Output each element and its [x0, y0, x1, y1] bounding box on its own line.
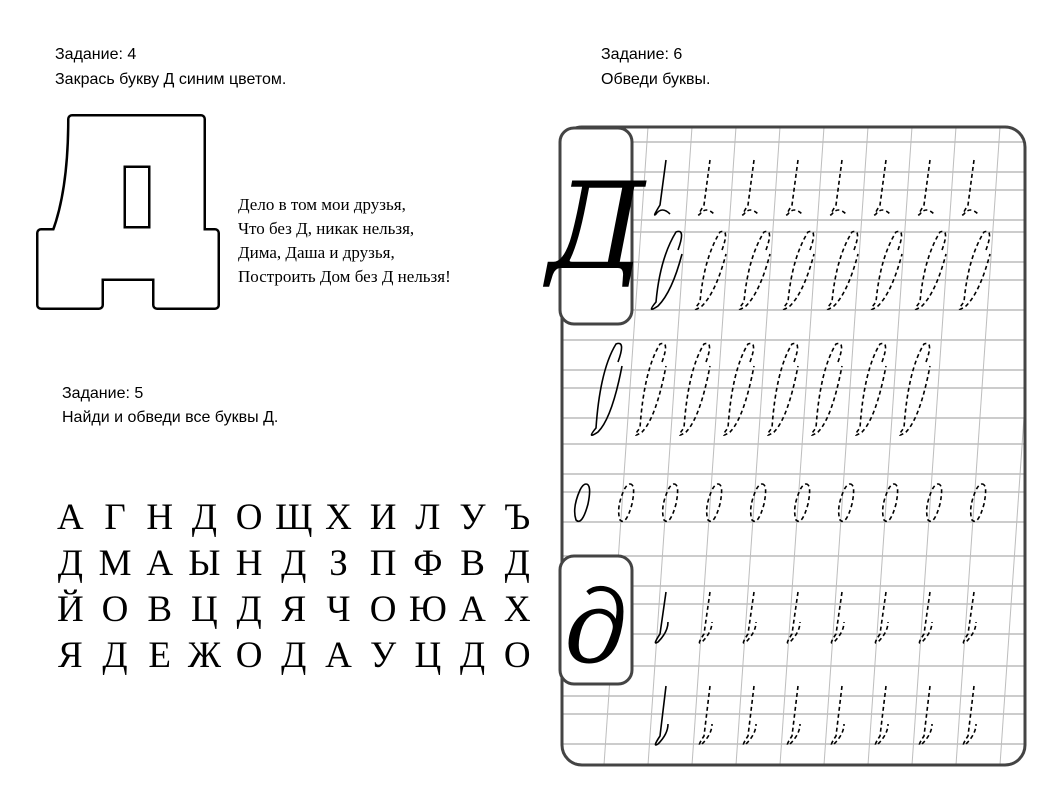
grid-letter[interactable]: А — [459, 589, 486, 630]
trace-stroke — [743, 160, 758, 215]
task6-instruction: Обведи буквы. — [601, 71, 711, 88]
grid-letter[interactable]: В — [460, 543, 485, 584]
grid-letter[interactable]: О — [235, 497, 263, 538]
trace-capital — [959, 231, 990, 309]
grid-letter[interactable]: А — [325, 635, 352, 676]
svg-text:Д: Д — [547, 158, 645, 297]
task5-instruction: Найди и обведи все буквы Д. — [62, 409, 279, 426]
grid-letter[interactable]: Е — [148, 635, 172, 676]
grid-letter[interactable]: О — [101, 589, 129, 630]
poem-line: Дима, Даша и друзья, — [238, 243, 395, 262]
trace-capital — [591, 343, 622, 435]
trace-small — [831, 686, 844, 745]
grid-letter[interactable]: Щ — [275, 497, 313, 538]
trace-capital — [767, 343, 798, 435]
grid-letter[interactable]: П — [369, 543, 397, 584]
grid-letter[interactable]: М — [98, 543, 132, 584]
trace-small — [787, 686, 800, 745]
grid-letter[interactable]: О — [369, 589, 397, 630]
grid-letter[interactable]: А — [56, 497, 84, 538]
grid-letter[interactable]: О — [503, 635, 531, 676]
trace-small — [875, 686, 888, 745]
trace-capital — [651, 231, 682, 309]
poem-line: Построить Дом без Д нельзя! — [238, 267, 451, 286]
grid-letter[interactable]: Ч — [326, 589, 351, 630]
grid-letter[interactable]: И — [369, 497, 397, 538]
grid-letter[interactable]: З — [329, 543, 348, 584]
grid-letter[interactable]: Я — [58, 635, 83, 676]
trace-small — [919, 686, 932, 745]
trace-stroke — [699, 160, 714, 215]
grid-letter[interactable]: Д — [281, 543, 307, 584]
grid-letter[interactable]: Ф — [413, 543, 443, 584]
trace-capital — [899, 343, 930, 435]
grid-letter[interactable]: Д — [191, 497, 218, 538]
trace-capital — [811, 343, 842, 435]
grid-letter[interactable]: Ж — [187, 635, 221, 676]
grid-letter[interactable]: Я — [281, 589, 307, 630]
poem-line: Что без Д, никак нельзя, — [238, 219, 415, 238]
grid-letter[interactable]: Л — [415, 497, 441, 538]
task5-title: Задание: 5 — [62, 385, 144, 402]
grid-letter[interactable]: У — [370, 635, 397, 676]
grid-letter[interactable]: Ы — [188, 543, 221, 584]
trace-capital — [739, 231, 770, 309]
grid-letter[interactable]: Ю — [408, 589, 447, 630]
trace-stroke — [655, 160, 670, 215]
trace-small — [743, 686, 756, 745]
sample-card-small — [560, 556, 632, 686]
grid-letter[interactable]: Н — [146, 497, 174, 538]
trace-capital — [679, 343, 710, 435]
trace-stroke — [963, 160, 978, 215]
grid-letter[interactable]: Й — [56, 589, 84, 630]
grid-letter[interactable]: Ц — [191, 589, 218, 630]
trace-capital — [871, 231, 902, 309]
grid-letter[interactable]: Х — [325, 497, 352, 538]
trace-small — [699, 686, 712, 745]
grid-letter[interactable]: Г — [104, 497, 126, 538]
poem-line: Дело в том мои друзья, — [238, 195, 406, 214]
grid-letter[interactable]: Н — [235, 543, 263, 584]
trace-oval — [575, 484, 590, 521]
grid-letter[interactable]: У — [459, 497, 486, 538]
trace-stroke — [831, 160, 846, 215]
grid-letter[interactable]: Д — [281, 635, 307, 676]
grid-letter[interactable]: Д — [236, 589, 262, 630]
grid-letter[interactable]: Д — [459, 635, 486, 676]
trace-stroke — [875, 160, 890, 215]
trace-capital — [855, 343, 886, 435]
grid-letter[interactable]: А — [146, 543, 174, 584]
trace-stroke — [919, 160, 934, 215]
trace-small — [963, 686, 976, 745]
trace-capital — [915, 231, 946, 309]
trace-small — [655, 686, 668, 745]
trace-stroke — [787, 160, 802, 215]
task4-instruction: Закрась букву Д синим цветом. — [55, 71, 287, 88]
task4-title: Задание: 4 — [55, 46, 137, 63]
trace-capital — [783, 231, 814, 309]
trace-capital — [695, 231, 726, 309]
sample-card-capital — [542, 128, 647, 324]
grid-letter[interactable]: О — [235, 635, 263, 676]
grid-letter[interactable]: Д — [504, 543, 530, 584]
trace-capital — [635, 343, 666, 435]
task6-title: Задание: 6 — [601, 46, 683, 63]
grid-letter[interactable]: Х — [503, 589, 531, 630]
grid-letter[interactable]: Д — [102, 635, 128, 676]
grid-letter[interactable]: Ъ — [504, 497, 531, 538]
grid-letter[interactable]: В — [147, 589, 173, 630]
grid-letter[interactable]: Ц — [414, 635, 442, 676]
grid-letter[interactable]: Д — [57, 543, 83, 584]
trace-capital — [827, 231, 858, 309]
trace-capital — [723, 343, 754, 435]
svg-text:д: д — [564, 569, 628, 686]
